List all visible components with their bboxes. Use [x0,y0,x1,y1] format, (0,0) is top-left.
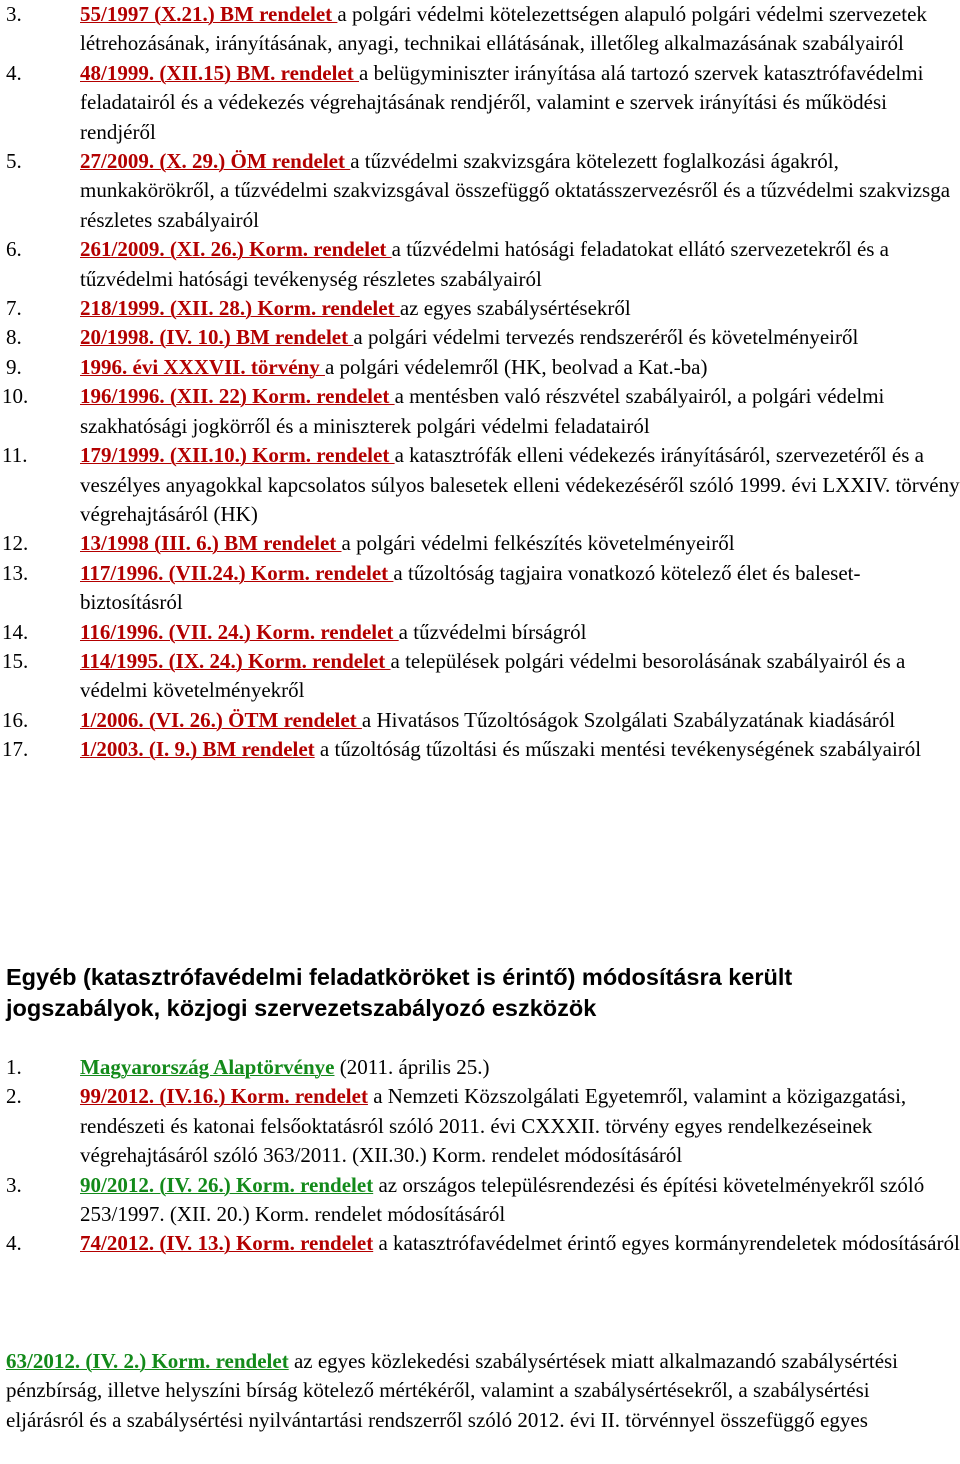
item-number: 14. [2,619,29,644]
item-description: a belügyminiszter irányítása alá tartozó szervek katasztrófavédelmi feladatairól és a védekezés végrehajtásának rendjéről, valamint e szervek irányítási és működési rendjéről [80,60,924,144]
legislation-link[interactable]: 1/2006. (VI. 26.) ÖTM rendelet [80,707,362,732]
legislation-link[interactable]: 117/1996. (VII.24.) Korm. rendelet [80,560,394,585]
item-number: 10. [2,384,29,409]
legislation-link[interactable]: 1/2003. (I. 9.) BM rendelet [80,737,315,762]
item-number: 15. [2,648,29,673]
item-number: 3. [6,2,22,26]
item-description: a mentésben való részvétel szabályairól, a polgári védelmi szakhatósági jogkörről és a miniszterek polgári védelmi feladatairól [80,384,885,438]
list-item [0,294,960,323]
legislation-link[interactable]: 27/2009. (X. 29.) ÖM rendelet [80,149,351,174]
item-number: 16. [2,707,29,732]
list-item [0,382,960,441]
item-number: 2. [6,1084,22,1109]
list-item [0,441,960,529]
list-item [0,1171,960,1230]
legislation-link[interactable]: 74/2012. (IV. 13.) Korm. rendelet [80,1231,374,1256]
legislation-link[interactable]: 99/2012. (IV.16.) Korm. rendelet [80,1084,368,1109]
item-description: a katasztrófavédelmet érintő egyes kormányrendeletek módosításáról [373,1231,960,1256]
legislation-link[interactable]: 196/1996. (XII. 22) Korm. rendelet [80,384,395,409]
list-item [0,706,960,735]
item-description: a Hivatásos Tűzoltóságok Szolgálati Szabályzatának kiadásáról [361,707,896,732]
legislation-link[interactable]: Magyarország Alaptörvénye [80,1055,335,1079]
item-description: a Nemzeti Közszolgálati Egyetemről, valamint a közigazgatási, rendészeti és katonai felsőoktatásról szóló 2011. évi CXXXII. törvény egyes rendelkezéseinek végrehajtásáról szóló 363/2011. (XII.30.) Korm. rendelet módosításáról [80,1084,907,1168]
legislation-link[interactable]: 179/1999. (XII.10.) Korm. rendelet [80,443,395,468]
closing-paragraph [6,1347,946,1435]
legislation-link[interactable]: 116/1996. (VII. 24.) Korm. rendelet [80,619,399,644]
list-item [0,618,960,647]
item-description: a polgári védelmi tervezés rendszeréről és követelményeiről [353,325,859,350]
list-item [0,323,960,352]
legislation-link[interactable]: 90/2012. (IV. 26.) Korm. rendelet [80,1172,374,1197]
item-number: 12. [2,531,29,556]
legislation-link[interactable]: 1996. évi XXXVII. törvény [80,354,325,379]
list-item [0,735,960,764]
item-number: 6. [6,237,22,262]
item-number: 8. [6,325,22,350]
item-number: 4. [6,1231,22,1256]
item-description: az országos településrendezési és építési követelményekről szóló 253/1997. (XII. 20.) Korm. rendelet módosításáról [80,1172,925,1227]
item-description: a polgári védelemről (HK, beolvad a Kat.-ba) [324,354,708,379]
item-number: 1. [6,1055,22,1079]
item-description: az egyes szabálysértésekről [399,296,631,321]
legislation-link[interactable]: 13/1998 (III. 6.) BM rendelet [80,531,342,556]
item-number: 17. [2,737,29,762]
list-item [0,353,960,382]
amended-legislation-list [0,1053,960,1259]
item-description: a tűzvédelmi bírságról [398,619,587,644]
list-item [0,0,960,59]
item-number: 7. [6,296,22,321]
item-number: 3. [6,1172,22,1197]
item-description: a polgári védelmi felkészítés követelményeiről [341,531,735,556]
list-item [0,59,960,147]
list-item [0,147,960,235]
legislation-link[interactable]: 114/1995. (IX. 24.) Korm. rendelet [80,648,391,673]
item-description: (2011. április 25.) [334,1055,490,1079]
legislation-link[interactable]: 48/1999. (XII.15) BM. rendelet [80,60,359,85]
item-number: 4. [6,60,22,85]
item-number: 9. [6,354,22,379]
paragraph-text: az egyes közlekedési szabálysértések miatt alkalmazandó szabálysértési pénzbírság, illetve helyszíni bírság kötelező mértékéről, valamint a szabálysértésekről, a szabálysértési eljárásról és a szabálysértési nyilvántartási rendszerről szóló 2012. évi II. törvénnyel összefüggő egyes [6,1349,899,1432]
list-item [0,647,960,706]
list-item [0,1053,960,1082]
list-item [0,235,960,294]
list-item [0,529,960,558]
item-number: 11. [2,443,28,468]
list-item [0,1229,960,1258]
item-number: 5. [6,149,22,174]
item-number: 13. [2,560,29,585]
list-item [0,559,960,618]
item-description: a tűzvédelmi hatósági feladatokat ellátó szervezetekről és a tűzvédelmi hatósági tevékenység részletes szabályairól [80,237,890,291]
legislation-link[interactable]: 218/1999. (XII. 28.) Korm. rendelet [80,296,400,321]
item-description: a polgári védelmi kötelezettségen alapuló polgári védelmi szervezetek létrehozásának, irányításának, anyagi, technikai ellátásának, illetőleg alkalmazásának szabályairól [80,2,927,56]
legislation-link[interactable]: 20/1998. (IV. 10.) BM rendelet [80,325,354,350]
item-description: a települések polgári védelmi besorolásának szabályairól és a védelmi követelményekről [80,648,906,703]
list-item [0,1082,960,1170]
legislation-link[interactable]: 55/1997 (X.21.) BM rendelet [80,2,338,26]
item-description: a tűzvédelmi szakvizsgára kötelezett foglalkozási ágakról, munkakörökről, a tűzvédelmi szakvizsgával összefüggő oktatásszervezésről és a tűzvédelmi szakvizsga részletes szabályairól [80,149,951,232]
section-title: Egyéb (katasztrófavédelmi feladatköröket is érintő) módosításra került jogszabályok, közjogi szervezetszabályozó eszközök [6,964,793,1021]
item-description: a katasztrófák elleni védekezés irányításáról, szervezetéről és a veszélyes anyagokkal kapcsolatos súlyos balesetek elleni védekezéséről szóló 1999. évi LXXIV. törvény végrehajtásáról (HK) [80,443,960,526]
item-description: a tűzoltóság tűzoltási és műszaki mentési tevékenységének szabályairól [314,737,922,762]
legislation-link[interactable]: 63/2012. (IV. 2.) Korm. rendelet [6,1349,289,1373]
legislation-link[interactable]: 261/2009. (XI. 26.) Korm. rendelet [80,237,392,262]
item-description: a tűzoltóság tagjaira vonatkozó kötelező élet és baleset-biztosításról [80,560,861,615]
